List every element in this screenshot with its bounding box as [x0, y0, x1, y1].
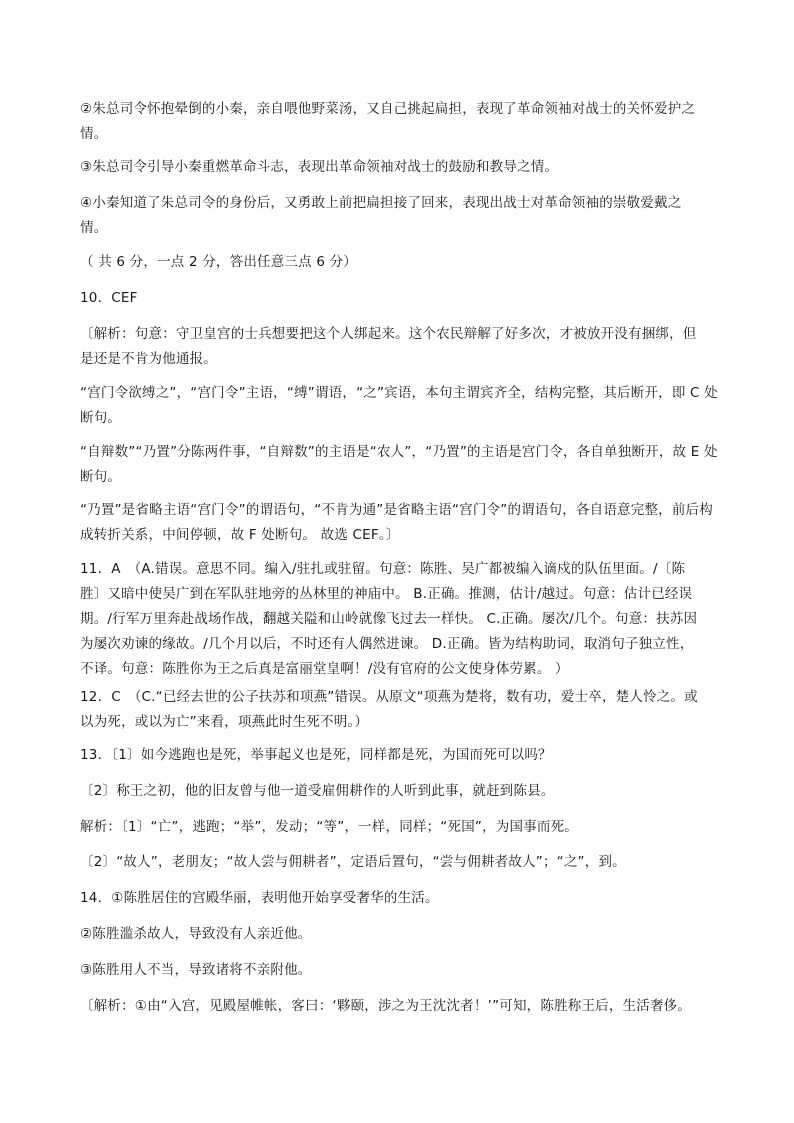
text-line: 〔解析：句意：守卫皇宫的士兵想要把这个人绑起来。这个农民辩解了好多次，才被放开没有捆绑，但 — [80, 326, 697, 342]
text-line: 〔解析：①由“入宫，见殿屋帷帐，客曰：‘夥颐，涉之为王沈沈者！’”可知，陈胜称王后，生活奢侈。 — [80, 998, 692, 1014]
text-line: ④小秦知道了朱总司令的身份后，又勇敢上前把扁担接了回来，表现出战士对革命领袖的崇敬爱戴之 — [80, 195, 682, 211]
text-line: 情。 — [80, 126, 108, 142]
text-line: “自辩数”“乃置”分陈两件事，“自辩数”的主语是“农人”，“乃置”的主语是宫门令，各自单独断开，故 E 处 — [80, 444, 718, 460]
text-line: 10．CEF — [80, 290, 138, 306]
text-line: 不译。句意：陈胜你为王之后真是富丽堂皇啊！/没有官府的公文使身体劳累。 ） — [80, 661, 569, 677]
text-line: 〔2〕称王之初，他的旧友曾与他一道受雇佣耕作的人听到此事，就赶到陈县。 — [80, 783, 555, 799]
analysis-10-d — [80, 498, 720, 548]
answer-paragraph-2 — [80, 97, 720, 147]
text-line: ③陈胜用人不当，导致诸将不亲附他。 — [80, 962, 312, 978]
answer-13-1 — [80, 743, 720, 768]
text-line: 期。/行军万里奔赴战场作战，翻越关隘和山岭就像飞过去一样快。 C.正确。屡次/几个。句意：扶苏因 — [80, 611, 698, 627]
scoring-note — [80, 250, 720, 275]
text-line: 断句。 — [80, 469, 122, 485]
answer-13-2 — [80, 779, 720, 804]
answer-11 — [80, 557, 720, 682]
text-line: 是还是不肯为他通报。 — [80, 351, 217, 367]
text-line: ②朱总司令怀抱晕倒的小秦，亲自喂他野菜汤，又自己挑起扁担，表现了革命领袖对战士的关怀爱护之 — [80, 101, 696, 117]
text-line: 成转折关系，中间停顿，故 F 处断句。 故选 CEF。〕 — [80, 527, 400, 543]
answer-paragraph-3 — [80, 155, 720, 180]
text-line: “宫门令欲缚之”，“宫门令”主语，“缚”谓语，“之”宾语，本句主谓宾齐全，结构完整，其后断开，即 C 处 — [80, 385, 718, 401]
text-line: “乃置”是省略主语“宫门令”的谓语句，“不肯为通”是省略主语“宫门令”的谓语句，各自语意完整，前后构 — [80, 502, 713, 518]
text-line: 以为死，或以为亡”来看，项燕此时生死不明。） — [80, 714, 369, 730]
text-line: ③朱总司令引导小秦重燃革命斗志，表现出革命领袖对战士的鼓励和教导之情。 — [80, 159, 559, 175]
answer-14-2 — [80, 922, 720, 947]
text-line: 11．A （A.错误。意思不同。编入/驻扎或驻留。句意：陈胜、吴广都被编入谪戍的队伍里面。/〔陈 — [80, 561, 686, 577]
answer-14-3 — [80, 958, 720, 983]
answer-14-1 — [80, 886, 720, 911]
text-line: 胜〕又暗中使吴广到在军队驻地旁的丛林里的神庙中。 B.正确。推测，估计/越过。句意：估计已经误 — [80, 586, 693, 602]
text-line: ②陈胜滥杀故人，导致没有人亲近他。 — [80, 926, 312, 942]
analysis-10-b — [80, 381, 720, 431]
answer-paragraph-4 — [80, 191, 720, 241]
analysis-10-a — [80, 322, 720, 372]
text-line: 〔2〕“故人”，老朋友；“故人尝与佣耕者”，定语后置句，“尝与佣耕者故人”；“之”，到。 — [80, 854, 626, 870]
text-line: 情。 — [80, 220, 108, 236]
answer-10 — [80, 286, 720, 311]
answer-12 — [80, 685, 720, 735]
analysis-13-1 — [80, 815, 720, 840]
text-line: 13．〔1〕如今逃跑也是死，举事起义也是死，同样都是死，为国而死可以吗？ — [80, 747, 552, 763]
analysis-10-c — [80, 440, 720, 490]
text-line: 断句。 — [80, 410, 122, 426]
analysis-14 — [80, 994, 720, 1019]
text-line: 14．①陈胜居住的宫殿华丽，表明他开始享受奢华的生活。 — [80, 890, 439, 906]
text-line: 解析：〔1〕“亡”，逃跑；“举”，发动；“等”，一样，同样；“死国”，为国事而死。 — [80, 819, 578, 835]
text-line: （ 共 6 分，一点 2 分，答出任意三点 6 分） — [80, 254, 358, 270]
analysis-13-2 — [80, 850, 720, 875]
text-line: 12．C （C.“已经去世的公子扶苏和项燕”错误。从原文“项燕为楚将，数有功，爱士卒，楚人怜之。或 — [80, 689, 698, 705]
text-line: 为屡次劝谏的缘故。/几个月以后，不时还有人偶然进谏。 D.正确。皆为结构助词，取消句子独立性， — [80, 636, 694, 652]
